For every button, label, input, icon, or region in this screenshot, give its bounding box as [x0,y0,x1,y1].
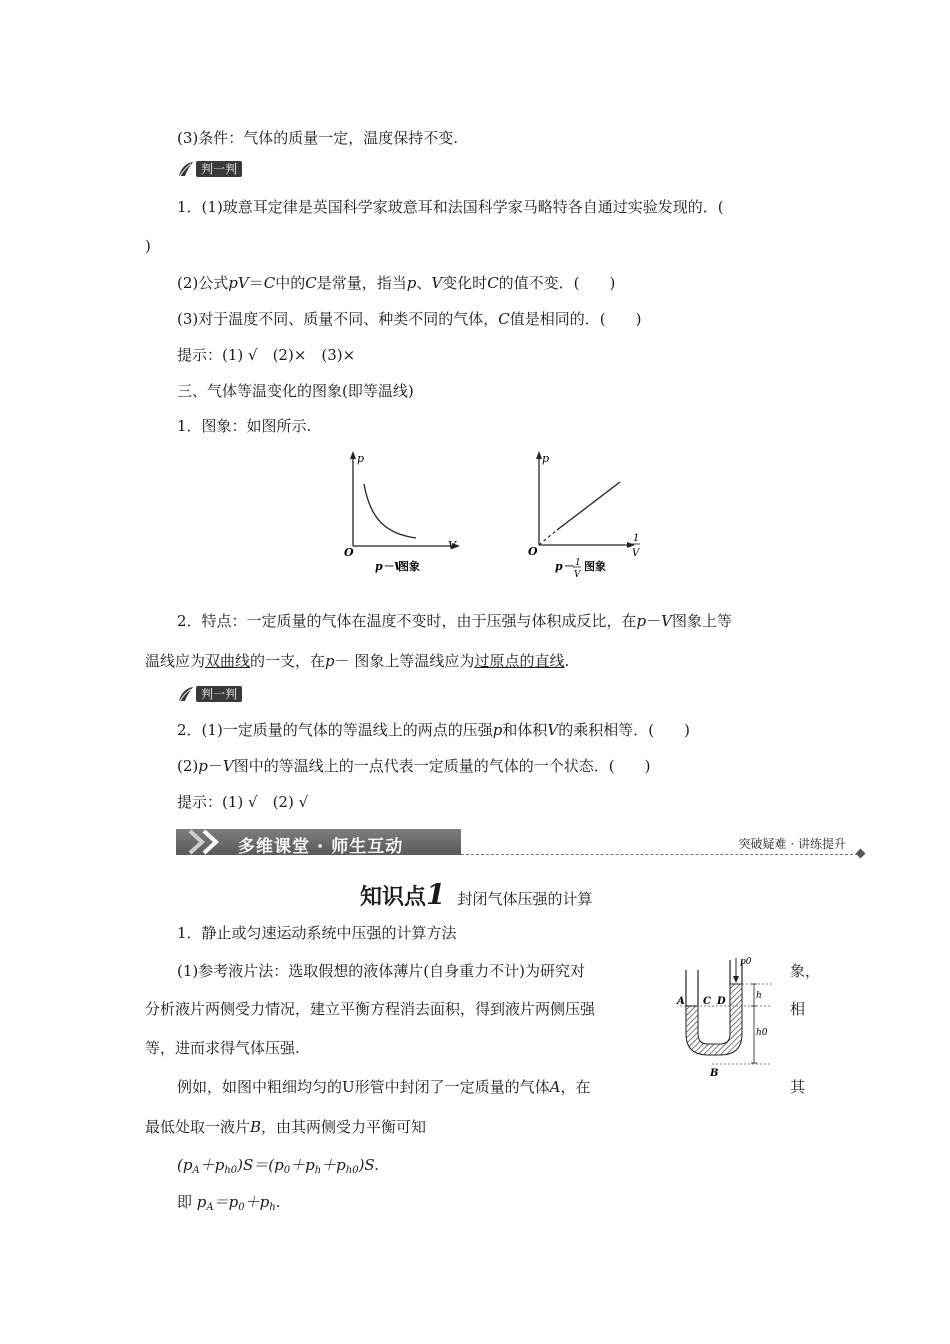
m6-text2: ，由其两侧受力平衡可知 [261,1118,427,1136]
q4-text2: 和体积 [502,721,548,739]
feat-text: 2．特点：一定质量的气体在温度不变时，由于压强与体积成反比，在 [177,612,637,630]
utube-p0: p0 [740,957,752,967]
pinv-origin: O [528,545,538,558]
judge-badge-2 [177,685,242,703]
knowledge-title: 封闭气体压强的计算 [457,890,593,908]
leaf-icon [177,160,195,178]
q4-v: V [547,721,559,739]
condition-line: (3)条件：气体的质量一定，温度保持不变. [177,129,459,147]
feat2-text: 温线应为 [145,652,206,670]
method-line-5 [145,1117,426,1137]
pinv-caption-a: p－ [555,560,574,573]
question-1-1: 1．(1)玻意耳定律是英国科学家玻意耳和法国科学家马略特各自通过实验发现的．( [177,198,724,216]
q5-p: p [198,757,208,775]
feat2-line-origin: 过原点的直线 [474,652,565,670]
q3-text: (3)对于温度不同、质量不同、种类不同的气体， [177,310,499,328]
q2-v: V [431,274,443,292]
knowledge-number: 1 [426,878,446,911]
pv-caption-a: p－V [375,560,403,573]
utube-label-a: A [677,996,685,1007]
q5-text: 图中的等温线上的一点代表一定质量的气体的一个状态．( ) [233,757,651,775]
u-tube-diagram [672,950,782,1085]
diamond-icon [856,849,866,859]
double-chevron-icon [184,829,232,855]
q2-text4: 变化时 [442,274,488,292]
q2-c2: C [305,274,317,292]
feat-dash: － [646,612,662,630]
q2-sep: 、 [416,274,432,292]
judge-badge-label: 判一判 [196,161,242,177]
equation-2: 即 $p_A=p_0+p_h$. [177,1193,281,1213]
feat2-text3: － 图象上等温线应为 [334,652,475,670]
q2-eq: ＝ [248,274,264,292]
equation-1: $(p_A+p_{h0})S=(p_0+p_h+p_{h0})S$. [177,1156,379,1176]
question-1-2 [177,273,615,293]
feature-line-1 [177,611,732,631]
knowledge-label: 知识点 [360,885,427,910]
q2-text5: 的值不变．( ) [498,274,616,292]
method-line-2: 分析液片两侧受力情况，建立平衡方程消去面积，得到液片两侧压强 [145,1000,596,1018]
q3-text2: 值是相同的．( ) [509,310,642,328]
pv-graph [340,448,470,578]
utube-h: h [756,991,762,1001]
pinv-axis-den: V [632,548,640,559]
pinv-axis-num: 1 [633,533,640,544]
pv-axis-v: V [448,539,456,552]
m6-text: 最低处取一液片 [145,1118,251,1136]
judge-badge-1 [177,160,242,178]
pinv-caption-den: V [574,570,581,580]
graph-intro: 1．图象：如图所示. [177,417,312,435]
pv-axis-p: p [357,452,365,465]
method-line-4 [177,1077,591,1097]
q4-text: 2．(1)一定质量的气体的等温线上的两点的压强 [177,721,493,739]
q3-c: C [498,310,510,328]
feature-line-2 [145,651,569,671]
question-2-2 [177,756,650,776]
banner-title: 多维课堂 · 师生互动 [238,837,404,857]
utube-label-b: B [710,1068,719,1079]
m5-a: A [549,1078,561,1096]
method-line-4-tail: 其 [790,1078,806,1096]
question-1-3 [177,309,641,329]
feat2-hyperbola: 双曲线 [205,652,251,670]
pinv-caption-b: 图象 [584,560,606,573]
judge-badge-label: 判一判 [196,686,242,702]
q5-num: (2) [177,757,199,775]
method-line-1: (1)参考液片法：选取假想的液体薄片(自身重力不计)为研究对 [177,962,585,980]
m6-b: B [250,1118,262,1136]
q5-dash: － [207,757,223,775]
pinv-axis-p: p [542,452,550,465]
q5-v: V [222,757,234,775]
hint-1: 提示：(1) √ (2)× (3)× [177,346,356,364]
q4-p: p [492,721,503,739]
method-heading: 1．静止或匀速运动系统中压强的计算方法 [177,924,457,942]
banner-rule [461,854,858,855]
p-inv-v-graph [522,448,652,583]
utube-label-c: C [703,996,711,1007]
feat2-dot: . [564,652,570,670]
q2-text2: 中的 [275,274,306,292]
method-line-3: 等，进而求得气体压强. [145,1039,300,1057]
feat2-p: p [325,652,335,670]
q2-text3: 是常量，指当 [316,274,407,292]
q2-pv: pV [228,274,249,292]
leaf-icon [177,685,195,703]
pinv-caption-num: 1 [575,558,581,568]
q2-text: (2)公式 [177,274,229,292]
utube-h0: h0 [756,1028,768,1038]
banner-subtitle: 突破疑难 · 讲练提升 [738,837,846,851]
feat-v: V [661,612,673,630]
m5-text: 例如，如图中粗细均匀的U形管中封闭了一定质量的气体 [177,1078,550,1096]
method-line-1-tail: 象， [790,962,821,980]
q2-c: C [263,274,276,292]
question-1-1-tail: ) [145,237,151,255]
hint-2: 提示：(1) √ (2) √ [177,793,309,811]
q2-c3: C [487,274,499,292]
pv-caption-b: 图象 [398,560,420,573]
section-3-heading: 三、气体等温变化的图象(即等温线) [177,382,414,400]
pv-origin: O [344,546,354,559]
feat2-text2: 的一支，在 [250,652,326,670]
m5-text2: ，在 [560,1078,591,1096]
question-2-1 [177,720,690,740]
method-line-2-tail: 相 [790,1000,806,1018]
feat-p: p [636,612,647,630]
feat-text2: 图象上等 [672,612,733,630]
knowledge-point-heading [360,878,593,911]
section-banner [176,827,864,861]
q2-p: p [406,274,417,292]
q4-text3: 的乘积相等．( ) [558,721,690,739]
utube-label-d: D [717,996,726,1007]
